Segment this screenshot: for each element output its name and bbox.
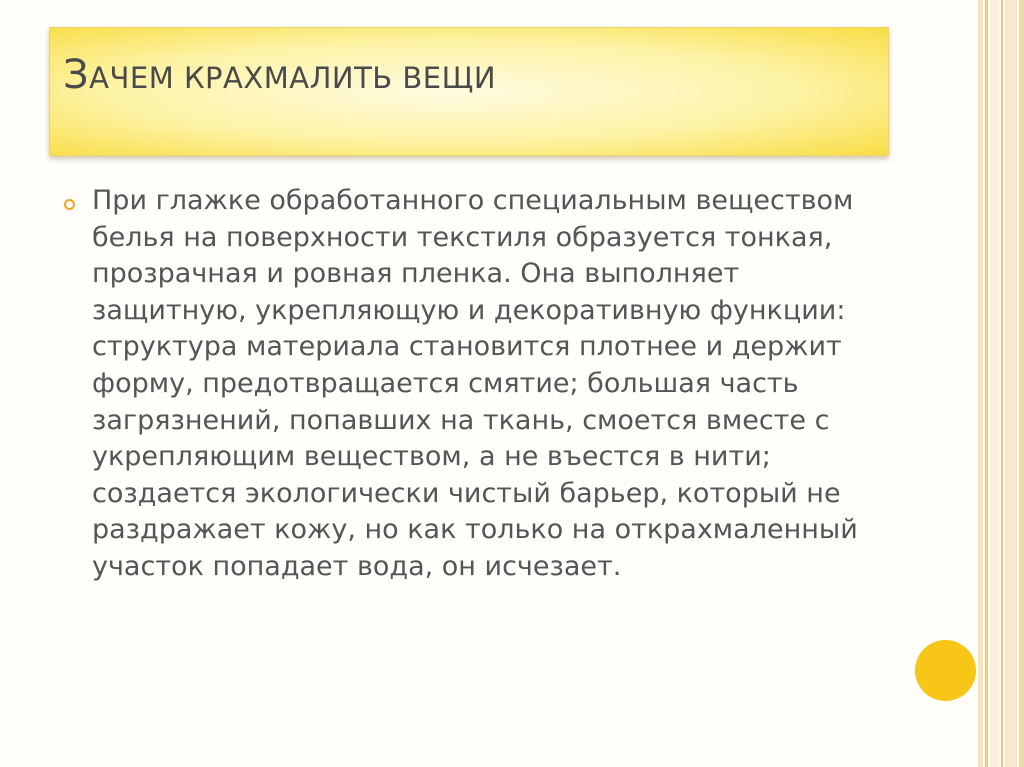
- title-rest: АЧЕМ КРАХМАЛИТЬ ВЕЩИ: [89, 61, 497, 95]
- body-text: При глажке обработанного специальным веществом белья на поверхности текстиля образуется тонкая, прозрачная и ровная пленка. Она выполняет защитную, укрепляющую и декоративную функции: структура материала становится плотнее и держит форму, предотвращается смятие; большая часть загрязнений, попавших на ткань, смоется вместе с укрепляющим веществом, а не въестся в нити; создается экологически чистый барьер, который не раздражает кожу, но как только на открахмаленный участок попадает вода, он исчезает.: [92, 185, 858, 582]
- title-initial: З: [63, 52, 90, 98]
- slide-title: [63, 52, 496, 98]
- decorative-stripes: [978, 0, 1024, 767]
- title-band: [49, 27, 889, 156]
- decorative-circle: [915, 640, 976, 701]
- ring-bullet-icon: [64, 199, 75, 210]
